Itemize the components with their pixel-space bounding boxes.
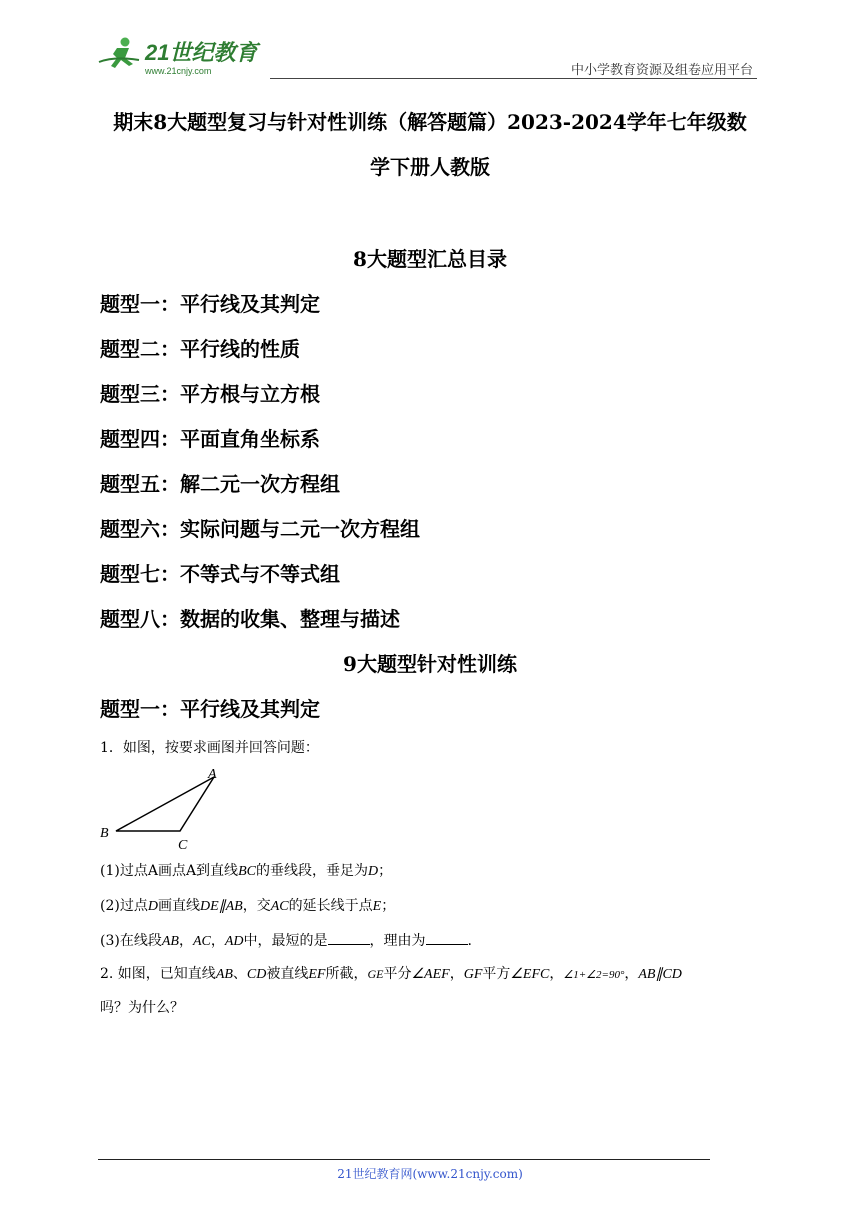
text: 平方 <box>482 966 511 982</box>
text: 、 <box>232 966 247 982</box>
text: (3)在线段 <box>100 933 162 949</box>
training-heading: 9大题型针对性训练 <box>343 652 517 676</box>
question-2-line-2: 吗？为什么？ <box>100 1000 184 1016</box>
logo <box>95 34 295 78</box>
vertex-label-b: B <box>100 826 109 841</box>
question-1-part-2 <box>100 895 395 915</box>
math: DE∥AB <box>199 899 243 914</box>
text: ， <box>549 966 564 982</box>
math: GF <box>463 967 483 982</box>
text: 中，最短的是 <box>243 933 328 949</box>
doc-title-line1: 期末8大题型复习与针对性训练（解答题篇）2023-2024学年七年级数 <box>113 110 747 134</box>
footer-divider <box>98 1159 710 1160</box>
answer-blank[interactable] <box>328 932 370 945</box>
text: 被直线 <box>266 966 309 982</box>
text: . <box>467 933 472 949</box>
text: (2)过点 <box>100 898 148 914</box>
text: 画直线 <box>157 898 200 914</box>
math: E <box>372 899 382 914</box>
math: CD <box>246 967 267 982</box>
toc-item: 题型七：不等式与不等式组 <box>100 562 340 586</box>
math: BC <box>238 864 256 879</box>
header-divider <box>270 78 757 79</box>
logo-text: 21世纪教育 <box>145 40 258 65</box>
toc-item: 题型二：平行线的性质 <box>100 337 300 361</box>
question-1-stem: 1．如图，按要求画图并回答问题： <box>100 740 319 756</box>
text: ； <box>378 863 393 879</box>
text: ， <box>178 933 193 949</box>
math: EF <box>308 967 326 982</box>
text: ； <box>381 898 396 914</box>
runner-icon <box>99 38 139 69</box>
text: 所截， <box>325 966 368 982</box>
question-1-part-1 <box>100 860 392 880</box>
math: AB∥CD <box>638 967 682 982</box>
math: AC <box>270 899 289 914</box>
math: ∠1+∠2=90° <box>563 969 625 981</box>
text: 2. 如图，已知直线 <box>100 966 216 982</box>
doc-title-line2: 学下册人教版 <box>370 155 490 179</box>
toc-item: 题型八：数据的收集、整理与描述 <box>100 607 400 631</box>
text: 的垂线段，垂足为 <box>255 863 368 879</box>
math: D <box>367 864 379 879</box>
toc-heading: 8大题型汇总目录 <box>353 247 507 271</box>
toc-item: 题型三：平方根与立方根 <box>100 382 320 406</box>
question-2-line-1 <box>100 963 682 983</box>
training-type-heading: 题型一：平行线及其判定 <box>100 697 320 721</box>
page-header <box>95 30 757 78</box>
toc-item: 题型六：实际问题与二元一次方程组 <box>100 517 420 541</box>
text: ， <box>624 966 639 982</box>
math: D <box>147 899 158 914</box>
triangle-figure <box>98 765 228 855</box>
text: 的延长线于点 <box>288 898 373 914</box>
math: AC <box>192 934 211 949</box>
toc-item: 题型一：平行线及其判定 <box>100 292 320 316</box>
math: ∠EFC <box>510 967 550 982</box>
text: ， <box>210 933 225 949</box>
math: AB <box>161 934 179 949</box>
answer-blank[interactable] <box>426 932 468 945</box>
logo-url: www.21cnjy.com <box>145 66 212 76</box>
toc-item: 题型四：平面直角坐标系 <box>100 427 320 451</box>
vertex-label-a: A <box>208 767 217 782</box>
math: ∠AEF <box>411 967 450 982</box>
text: ，理由为 <box>369 933 426 949</box>
question-1-part-3 <box>100 930 472 950</box>
text: (1)过点A画点A到直线 <box>100 863 239 879</box>
header-platform-text: 中小学教育资源及组卷应用平台 <box>570 63 753 78</box>
text: 平分 <box>383 966 412 982</box>
text: ， <box>449 966 464 982</box>
math: GE <box>367 967 384 981</box>
vertex-label-c: C <box>178 838 188 853</box>
toc-item: 题型五：解二元一次方程组 <box>100 472 340 496</box>
text: ，交 <box>242 898 271 914</box>
footer-link[interactable]: 21世纪教育网(www.21cnjy.com) <box>337 1167 523 1181</box>
math: AD <box>224 934 244 949</box>
math: AB <box>215 967 233 982</box>
